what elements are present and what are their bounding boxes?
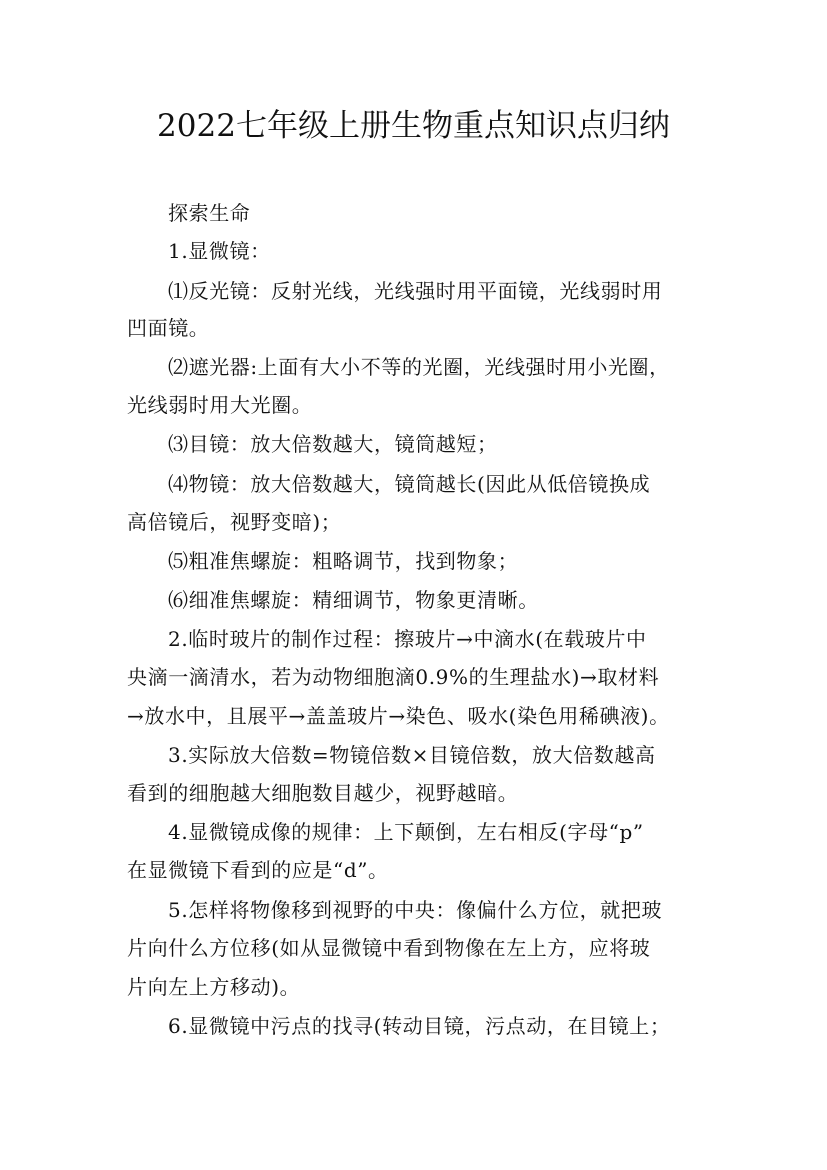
paragraph-line: ⑹细准焦螺旋：精细调节，物象更清晰。 <box>168 588 539 612</box>
section-heading: 探索生命 <box>168 201 251 225</box>
paragraph-line: 4.显微镜成像的规律：上下颠倒，左右相反(字母“p” <box>168 820 644 844</box>
paragraph-line: 看到的细胞越大细胞数目越少，视野越暗。 <box>127 781 519 805</box>
paragraph-line: ⑶目镜：放大倍数越大，镜筒越短； <box>168 432 498 456</box>
paragraph-line: 高倍镜后，视野变暗)； <box>127 510 342 534</box>
paragraph-line: ⑴反光镜：反射光线，光线强时用平面镜，光线弱时用 <box>168 279 663 303</box>
paragraph-line: →放水中，且展平→盖盖玻片→染色、吸水(染色用稀碘液)。 <box>127 704 670 728</box>
document-title: 2022七年级上册生物重点知识点归纳 <box>157 108 670 144</box>
paragraph-line: ⑷物镜：放大倍数越大，镜筒越长(因此从低倍镜换成 <box>168 472 651 496</box>
paragraph-line: 在显微镜下看到的应是“d”。 <box>127 858 389 882</box>
paragraph-line: 6.显微镜中污点的找寻(转动目镜，污点动，在目镜上； <box>168 1014 671 1038</box>
paragraph-line: 1.显微镜： <box>168 239 271 263</box>
paragraph-line: 片向什么方位移(如从显微镜中看到物像在左上方，应将玻 <box>127 936 651 960</box>
paragraph-line: 凹面镜。 <box>127 316 210 340</box>
paragraph-line: 2.临时玻片的制作过程：擦玻片→中滴水(在载玻片中 <box>168 627 647 651</box>
paragraph-line: 央滴一滴清水，若为动物细胞滴0.9%的生理盐水)→取材料 <box>127 665 660 689</box>
paragraph-line: ⑸粗准焦螺旋：粗略调节，找到物象； <box>168 549 519 573</box>
paragraph-line: 3.实际放大倍数=物镜倍数×目镜倍数，放大倍数越高 <box>168 743 656 767</box>
paragraph-line: ⑵遮光器:上面有大小不等的光圈，光线强时用小光圈， <box>168 355 670 379</box>
paragraph-line: 光线弱时用大光圈。 <box>127 393 313 417</box>
paragraph-line: 5.怎样将物像移到视野的中央：像偏什么方位，就把玻 <box>168 898 663 922</box>
paragraph-line: 片向左上方移动)。 <box>127 975 301 999</box>
